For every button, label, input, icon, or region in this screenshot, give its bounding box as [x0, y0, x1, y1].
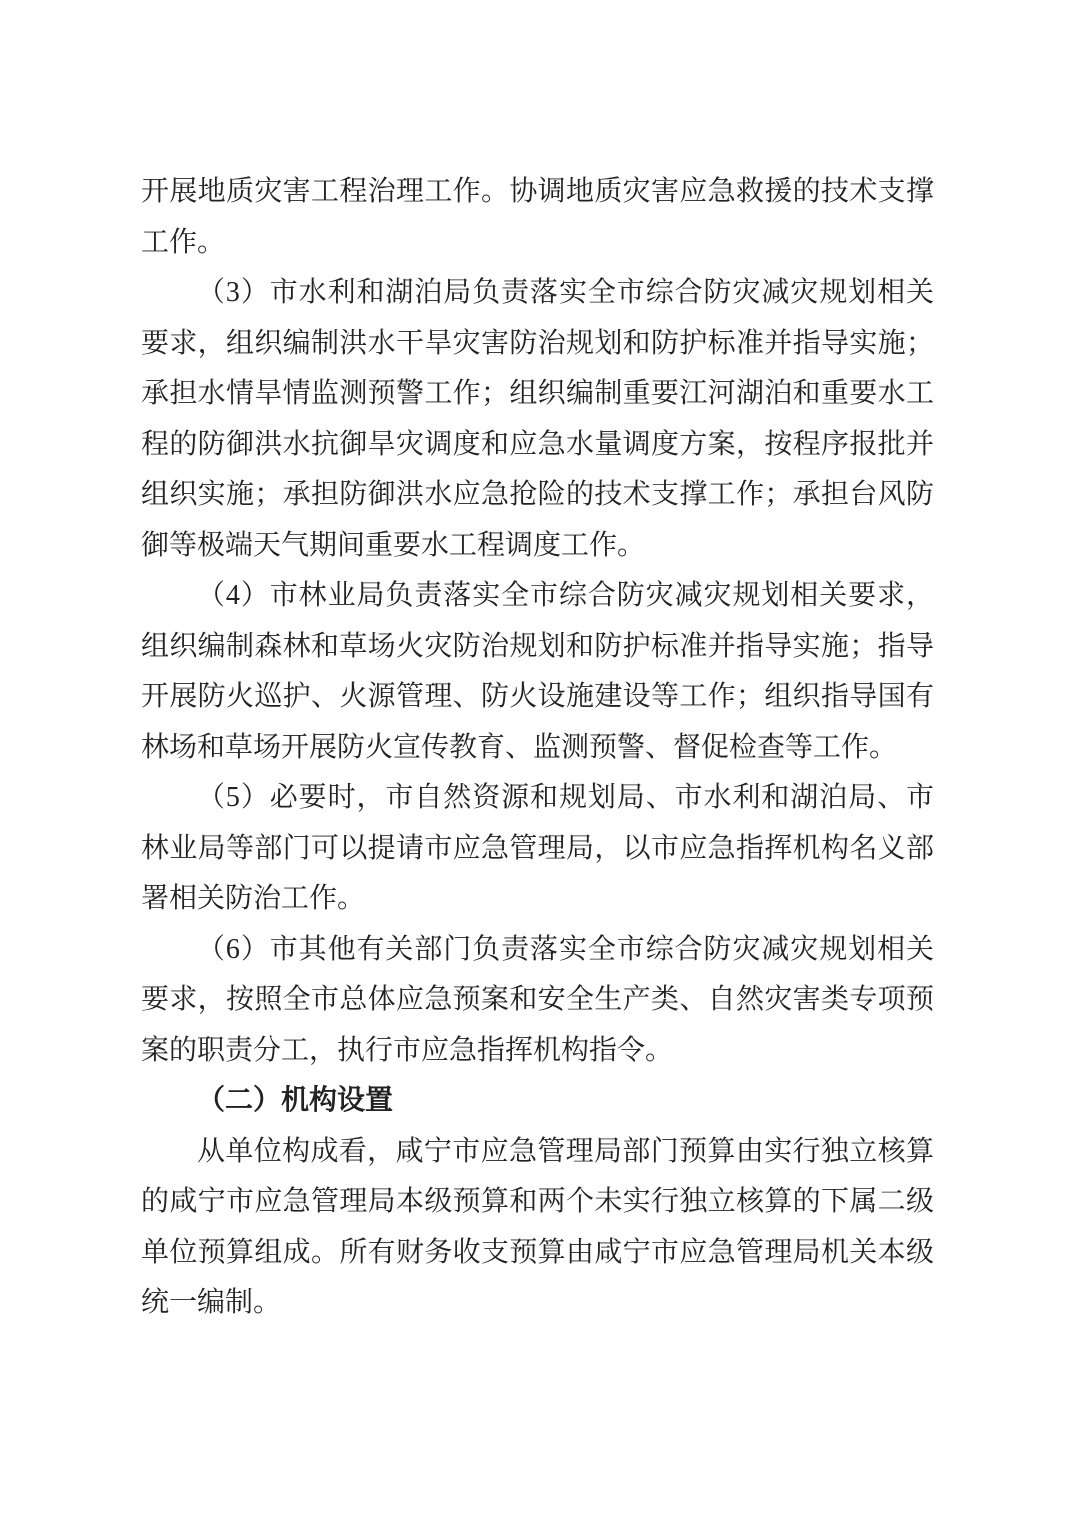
- paragraph: （3）市水利和湖泊局负责落实全市综合防灾减灾规划相关要求，组织编制洪水干旱灾害防治规划和防护标准并指导实施；承担水情旱情监测预警工作；组织编制重要江河湖泊和重要水工程的防御洪水抗御旱灾调度和应急水量调度方案，按程序报批并组织实施；承担防御洪水应急抢险的技术支撑工作；承担台风防御等极端天气期间重要水工程调度工作。: [141, 277, 934, 561]
- paragraph: （4）市林业局负责落实全市综合防灾减灾规划相关要求，组织编制森林和草场火灾防治规划和防护标准并指导实施；指导开展防火巡护、火源管理、防火设施建设等工作；组织指导国有林场和草场开展防火宣传教育、监测预警、督促检查等工作。: [141, 580, 934, 763]
- section-heading: （二）机构设置: [197, 1085, 394, 1116]
- paragraph: （6）市其他有关部门负责落实全市综合防灾减灾规划相关要求，按照全市总体应急预案和安全生产类、自然灾害类专项预案的职责分工，执行市应急指挥机构指令。: [141, 933, 934, 1066]
- paragraph: 开展地质灾害工程治理工作。协调地质灾害应急救援的技术支撑工作。: [141, 176, 934, 258]
- paragraph: 从单位构成看，咸宁市应急管理局部门预算由实行独立核算的咸宁市应急管理局本级预算和两个未实行独立核算的下属二级单位预算组成。所有财务收支预算由咸宁市应急管理局机关本级统一编制。: [141, 1135, 934, 1318]
- document-body: [141, 167, 934, 1329]
- paragraph: （5）必要时，市自然资源和规划局、市水利和湖泊局、市林业局等部门可以提请市应急管理局，以市应急指挥机构名义部署相关防治工作。: [141, 782, 934, 914]
